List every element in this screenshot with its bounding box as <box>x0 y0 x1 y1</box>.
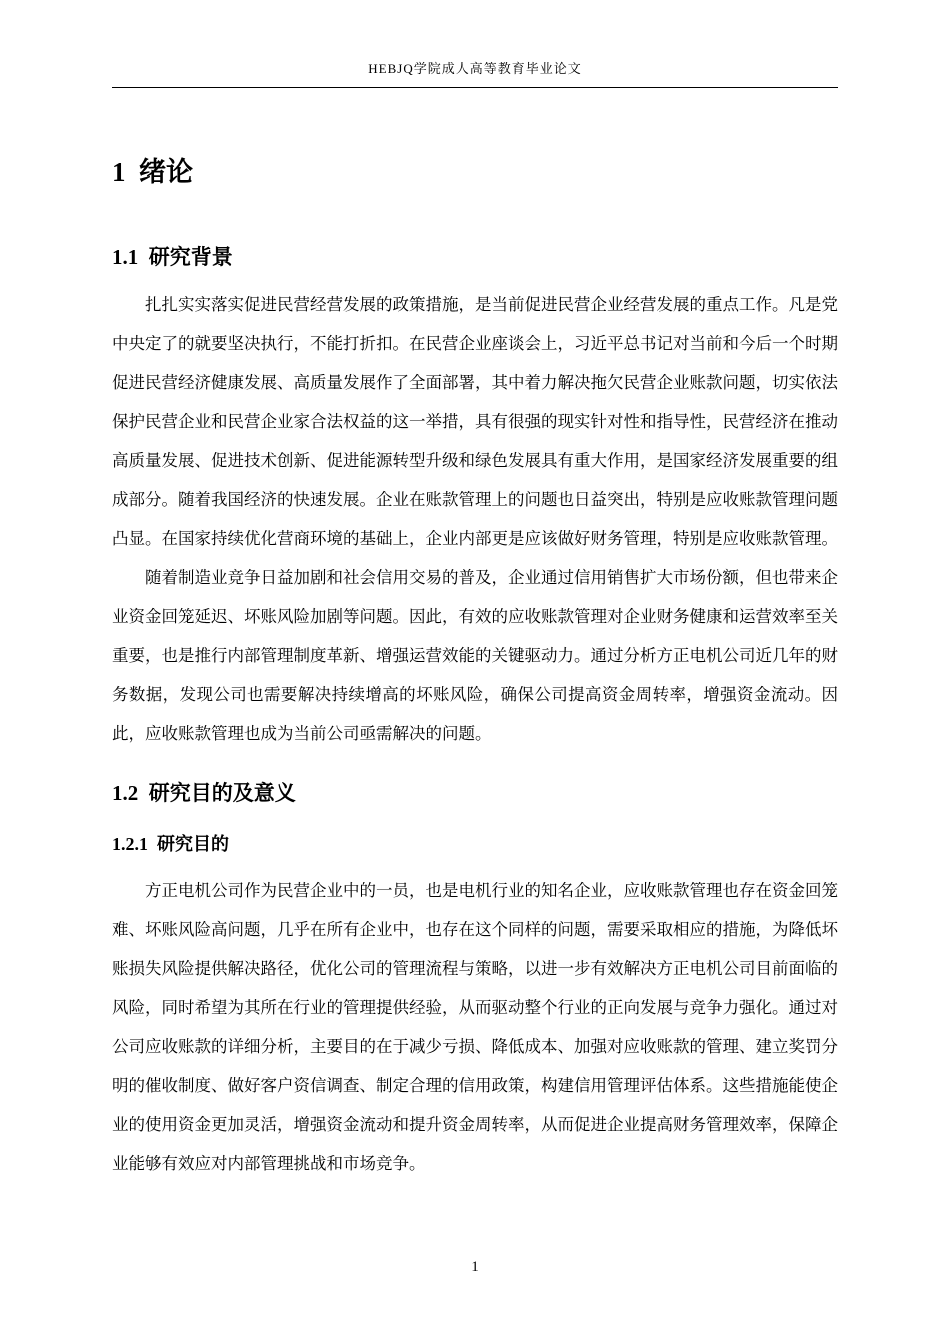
section-title-purpose-and-significance: 1.2 研究目的及意义 <box>112 781 296 805</box>
document-body <box>112 91 838 1183</box>
header-title: HEBJQ学院成人高等教育毕业论文 <box>368 61 582 76</box>
section-title-research-background: 1.1 研究背景 <box>112 245 233 269</box>
subsection-title-research-purpose: 1.2.1 研究目的 <box>112 834 229 854</box>
page-header <box>112 0 838 88</box>
paragraph-research-background-2: 随着制造业竞争日益加剧和社会信用交易的普及，企业通过信用销售扩大市场份额，但也带来企业资金回笼延迟、坏账风险加剧等问题。因此，有效的应收账款管理对企业财务健康和运营效率至关重要，也是推行内部管理制度革新、增强运营效能的关键驱动力。通过分析方正电机公司近几年的财务数据，发现公司也需要解决持续增高的坏账风险，确保公司提高资金周转率，增强资金流动。因此，应收账款管理也成为当前公司亟需解决的问题。 <box>112 568 838 743</box>
page-footer <box>0 1258 950 1276</box>
header-divider <box>112 87 838 88</box>
paragraph-research-purpose-1: 方正电机公司作为民营企业中的一员，也是电机行业的知名企业，应收账款管理也存在资金回笼难、坏账风险高问题，几乎在所有企业中，也存在这个同样的问题，需要采取相应的措施，为降低坏账损失风险提供解决路径，优化公司的管理流程与策略，以进一步有效解决方正电机公司目前面临的风险，同时希望为其所在行业的管理提供经验，从而驱动整个行业的正向发展与竞争力强化。通过对公司应收账款的详细分析，主要目的在于减少亏损、降低成本、加强对应收账款的管理、建立奖罚分明的催收制度、做好客户资信调查、制定合理的信用政策，构建信用管理评估体系。这些措施能使企业的使用资金更加灵活，增强资金流动和提升资金周转率，从而促进企业提高财务管理效率，保障企业能够有效应对内部管理挑战和市场竞争。 <box>112 881 838 1173</box>
chapter-title: 1 绪论 <box>112 157 193 187</box>
page-number: 1 <box>471 1259 479 1275</box>
paragraph-research-background-1: 扎扎实实落实促进民营经营发展的政策措施，是当前促进民营企业经营发展的重点工作。凡是党中央定了的就要坚决执行，不能打折扣。在民营企业座谈会上，习近平总书记对当前和今后一个时期促进民营经济健康发展、高质量发展作了全面部署，其中着力解决拖欠民营企业账款问题，切实依法保护民营企业和民营企业家合法权益的这一举措，具有很强的现实针对性和指导性，民营经济在推动高质量发展、促进技术创新、促进能源转型升级和绿色发展具有重大作用，是国家经济发展重要的组成部分。随着我国经济的快速发展。企业在账款管理上的问题也日益突出，特别是应收账款管理问题凸显。在国家持续优化营商环境的基础上，企业内部更是应该做好财务管理，特别是应收账款管理。 <box>112 295 838 548</box>
